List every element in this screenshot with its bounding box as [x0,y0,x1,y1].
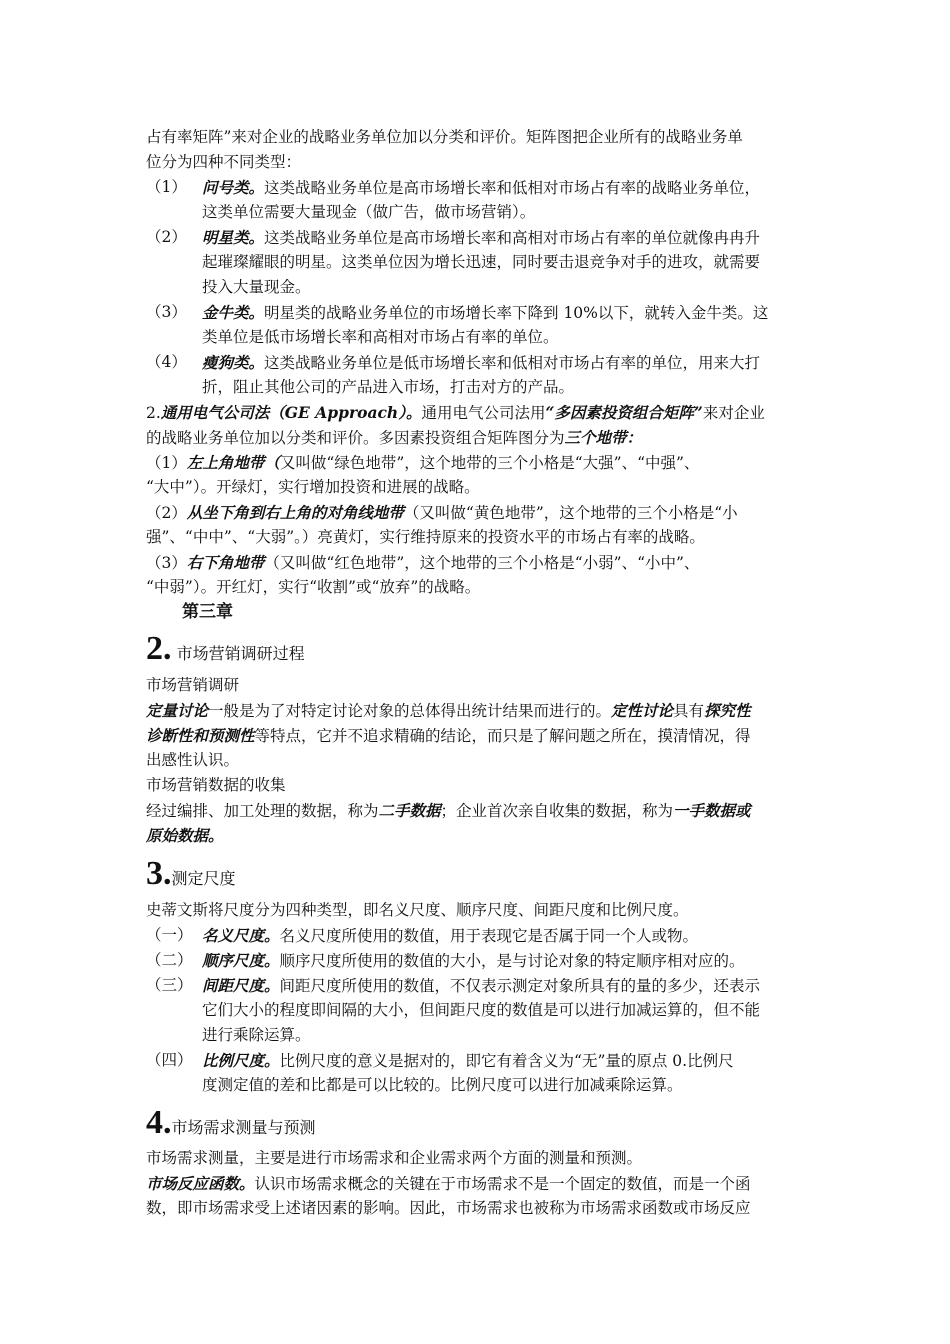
section-heading [146,855,236,893]
item-line: 折，阻止其他公司的产品进入市场，打击对方的产品。 [202,378,575,396]
zone-term: 右下角地带 [186,553,265,572]
key-term: 原始数据。 [146,826,224,845]
key-term: 诊断性和预测性 [146,726,255,745]
item-line [202,973,808,999]
item-text: 名义尺度所使用的数值，用于表现它是否属于同一个人或物。 [279,927,699,945]
zone-text: （又叫做“红色地带”，这个地带的三个小格是“小弱”、“小中”、 [264,554,700,572]
item-number: （二） [146,951,193,969]
item-number: （一） [146,926,193,944]
section-number: 3. [146,855,172,892]
ge-term: 三个地带： [564,428,643,447]
paragraph-line: 数，即市场需求受上述诸因素的影响。因此，市场需求也被称为市场需求函数或市场反应 [146,1199,751,1217]
item-term: 间距尺度。 [202,976,280,995]
item-text: 比例尺度的意义是据对的，即它有着含义为“无”量的原点 0.比例尺 [279,1052,734,1070]
zone-line [146,450,810,476]
ge-title: 通用电气公司法（GE Approach）。 [160,403,422,422]
subheading: 市场营销数据的收集 [146,776,286,794]
zone-number: （2） [146,504,187,522]
item-term: 问号类。 [202,178,265,197]
item-text: 这类战略业务单位是高市场增长率和高相对市场占有率的单位就像冉冉升 [264,229,761,247]
item-text: 这类战略业务单位是高市场增长率和低相对市场占有率的战略业务单位， [264,179,761,197]
key-term: 一手数据或 [673,801,751,820]
item-line: 进行乘除运算。 [202,1026,311,1044]
item-line: 投入大量现金。 [202,278,311,296]
item-line [202,1048,808,1074]
item-line [202,175,808,201]
paragraph-text: 认识市场需求概念的关键在于市场需求不是一个固定的数值，而是一个函 [254,1175,751,1193]
item-line [202,225,808,251]
item-term: 金牛类。 [202,303,265,322]
zone-line [146,550,810,576]
item-line: 这类单位需要大量现金（做广告，做市场营销）。 [202,203,536,221]
item-term: 顺序尺度。 [202,951,280,970]
item-number: （三） [146,976,193,994]
zone-term: 从坐下角到右上角的对角线地带 [186,503,404,522]
item-text: 间距尺度所使用的数值，不仅表示测定对象所具有的量的多少，还表示 [279,977,761,995]
section-heading [146,1104,316,1142]
zone-line: “中弱”）。开红灯，实行“收割”或“放弃”的战略。 [146,578,481,596]
key-term: 定量讨论 [146,701,209,720]
paragraph-text: 一般是为了对特定讨论对象的总体得出统计结果而进行的。 [208,702,612,720]
zone-number: （3） [146,554,187,572]
section-number: 4. [146,1104,172,1141]
item-term: 明星类。 [202,228,265,247]
section-title: 市场营销调研过程 [176,644,305,663]
paragraph-line [146,698,810,724]
ge-paragraph-line [146,425,810,451]
section-title: 市场需求测量与预测 [171,1118,316,1137]
paragraph-line: 市场需求测量，主要是进行市场需求和企业需求两个方面的测量和预测。 [146,1149,643,1167]
ge-prefix: 2. [146,404,161,422]
key-term: 探究性 [704,701,751,720]
item-line: 它们大小的程度即间隔的大小，但间距尺度的数值是可以进行加减运算的，但不能 [202,1001,761,1019]
item-term: 瘦狗类。 [202,353,265,372]
subheading: 市场营销调研 [146,676,240,694]
item-text: 这类战略业务单位是低市场增长率和低相对市场占有率的单位，用来大打 [264,354,761,372]
item-number: （四） [146,1051,193,1069]
item-term: 比例尺度。 [202,1051,280,1070]
item-line: 类单位是低市场增长率和高相对市场占有率的单位。 [202,328,559,346]
item-text: 顺序尺度所使用的数值的大小，是与讨论对象的特定顺序相对应的。 [279,952,745,970]
section-title: 测定尺度 [171,869,236,888]
key-term: 市场反应函数。 [146,1174,255,1193]
item-line [202,923,808,949]
zone-text: 又叫做“绿色地带”，这个地带的三个小格是“大强”、“中强”、 [279,454,700,472]
paragraph-line: 位分为四种不同类型： [146,153,302,171]
ge-text: 通用电气公司法用 [421,404,546,422]
item-number: （1） [146,178,187,196]
paragraph-line [146,798,810,824]
item-number: （4） [146,353,187,371]
paragraph-text: 具有 [673,702,705,720]
zone-number: （1） [146,454,187,472]
zone-line [146,500,810,526]
chapter-heading: 第三章 [182,602,233,622]
zone-line: “大中”）。开绿灯，实行增加投资和进展的战略。 [146,478,480,496]
item-text: 明星类的战略业务单位的市场增长率下降到 10%以下，就转入金牛类。这 [264,304,769,322]
paragraph-line: 占有率矩阵”来对企业的战略业务单位加以分类和评价。矩阵图把企业所有的战略业务单 [146,128,743,146]
item-term: 名义尺度。 [202,926,280,945]
paragraph-text: 等特点，它并不追求精确的结论，而只是了解问题之所在，摸清情况，得 [254,727,751,745]
key-term: 二手数据 [378,801,441,820]
paragraph-text: ；企业首次亲自收集的数据，称为 [440,802,674,820]
ge-paragraph-line [146,400,810,426]
item-line [202,300,808,326]
ge-text: 的战略业务单位加以分类和评价。多因素投资组合矩阵图分为 [146,429,565,447]
paragraph-line [146,823,810,849]
zone-term: 左上角地带（ [186,453,280,472]
zone-text: （又叫做“黄色地带”，这个地带的三个小格是“小 [403,504,738,522]
item-line: 度测定值的差和比都是可以比较的。比例尺度可以进行加减乘除运算。 [202,1076,683,1094]
section-number: 2. [146,630,172,667]
zone-line: 强”、“中中”、“大弱”。）亮黄灯，实行维持原来的投资水平的市场占有率的战略。 [146,528,705,546]
ge-text: 来对企业 [702,404,765,422]
paragraph-line: 出感性认识。 [146,751,240,769]
item-line: 起璀璨耀眼的明星。这类单位因为增长迅速，同时要击退竞争对手的进攻，就需要 [202,253,761,271]
paragraph-line [146,1171,810,1197]
section-heading [146,630,305,668]
key-term: 定性讨论 [611,701,674,720]
ge-term: “多因素投资组合矩阵” [545,403,703,422]
paragraph-line: 史蒂文斯将尺度分为四种类型，即名义尺度、顺序尺度、间距尺度和比例尺度。 [146,901,689,919]
paragraph-text: 经过编排、加工处理的数据，称为 [146,802,379,820]
item-line [202,350,808,376]
paragraph-line [146,723,810,749]
item-number: （2） [146,228,187,246]
item-number: （3） [146,303,187,321]
item-line [202,948,808,974]
